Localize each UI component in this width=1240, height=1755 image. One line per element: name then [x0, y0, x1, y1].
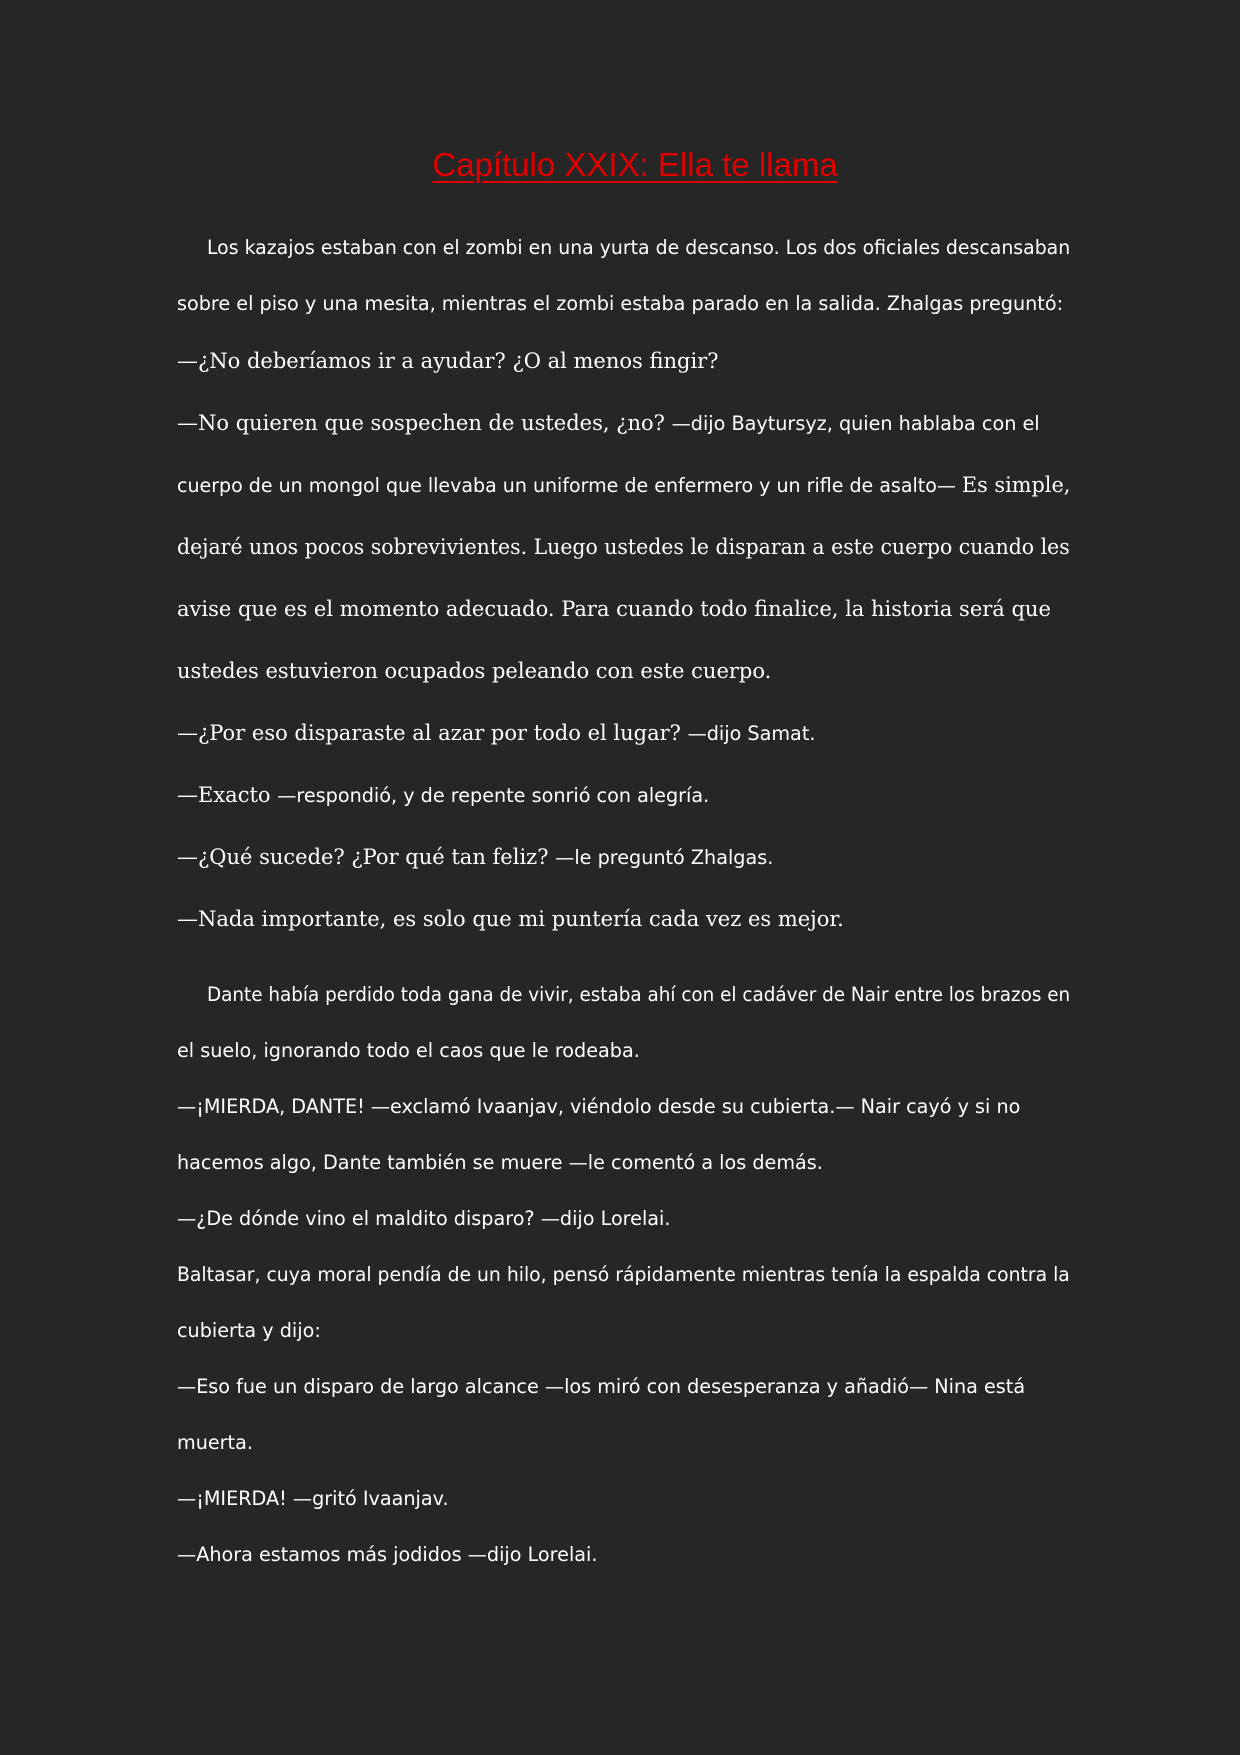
- text-run: —No quieren que sospechen de ustedes, ¿no?: [177, 411, 672, 435]
- text-line: [177, 721, 815, 745]
- text-run: —¡MIERDA, DANTE! —exclamó Ivaanjav, viéndolo desde su cubierta.— Nair cayó y si no: [177, 1095, 1021, 1118]
- text-line: [177, 292, 1063, 315]
- text-run: —le preguntó Zhalgas.: [555, 846, 774, 869]
- text-run: —¿De dónde vino el maldito disparo? —dijo Lorelai.: [177, 1207, 671, 1230]
- text-run: —respondió, y de repente sonrió con alegría.: [277, 784, 710, 807]
- text-run: —Nada importante, es solo que mi puntería cada vez es mejor.: [177, 907, 844, 931]
- text-run: ustedes estuvieron ocupados peleando con este cuerpo.: [177, 659, 772, 683]
- text-run: Dante había perdido toda gana de vivir, estaba ahí con el cadáver de Nair entre los brazos en: [207, 983, 1071, 1006]
- text-line: [207, 983, 1070, 1006]
- text-run: —¿No deberíamos ir a ayudar? ¿O al menos fingir?: [177, 349, 719, 373]
- text-run: —¿Por eso disparaste al azar por todo el lugar?: [177, 721, 688, 745]
- text-run: —dijo Samat.: [687, 722, 816, 745]
- text-run: cuerpo de un mongol que llevaba un uniforme de enfermero y un rifle de asalto—: [177, 474, 962, 497]
- text-line: [177, 1487, 449, 1510]
- text-run: —¡MIERDA! —gritó Ivaanjav.: [177, 1487, 449, 1510]
- text-line: [177, 1375, 1025, 1398]
- text-run: —Eso fue un disparo de largo alcance —los miró con desesperanza y añadió— Nina está: [177, 1375, 1026, 1398]
- text-run: —dijo Baytursyz, quien hablaba con el: [671, 412, 1040, 435]
- text-run: el suelo, ignorando todo el caos que le rodeaba.: [177, 1039, 640, 1062]
- text-run: —Ahora estamos más jodidos —dijo Lorelai.: [177, 1543, 598, 1566]
- text-line: [177, 1431, 253, 1454]
- text-line: [177, 1263, 1070, 1286]
- text-line: [177, 597, 1051, 621]
- text-line: [177, 659, 771, 683]
- text-line: [177, 473, 1070, 497]
- text-run: Baltasar, cuya moral pendía de un hilo, pensó rápidamente mientras tenía la espalda contra la: [177, 1263, 1070, 1286]
- text-line: [177, 1039, 640, 1062]
- text-line: [177, 535, 1070, 559]
- text-line: [177, 1207, 670, 1230]
- text-run: dejaré unos pocos sobrevivientes. Luego ustedes le disparan a este cuerpo cuando les: [177, 535, 1070, 559]
- text-run: Es simple,: [961, 473, 1071, 497]
- text-line: [177, 1543, 597, 1566]
- text-run: —Exacto: [177, 783, 278, 807]
- text-run: —¿Qué sucede? ¿Por qué tan feliz?: [177, 845, 556, 869]
- chapter-title: Capítulo XXIX: Ella te llama: [432, 146, 838, 183]
- text-run: avise que es el momento adecuado. Para cuando todo finalice, la historia será que: [177, 597, 1051, 621]
- text-line: [177, 907, 844, 931]
- text-run: Los kazajos estaban con el zombi en una yurta de descanso. Los dos oficiales descansaban: [207, 236, 1071, 259]
- text-line: [177, 349, 718, 373]
- text-line: [177, 845, 773, 869]
- text-run: hacemos algo, Dante también se muere —le comentó a los demás.: [177, 1151, 823, 1174]
- text-run: cubierta y dijo:: [177, 1319, 321, 1342]
- text-line: [177, 411, 1040, 435]
- text-line: [207, 236, 1070, 259]
- text-line: [177, 783, 709, 807]
- text-line: [177, 1151, 823, 1174]
- text-run: sobre el piso y una mesita, mientras el zombi estaba parado en la salida. Zhalgas preguntó:: [177, 292, 1064, 315]
- text-line: [177, 1319, 321, 1342]
- text-run: muerta.: [177, 1431, 253, 1454]
- text-line: [177, 1095, 1020, 1118]
